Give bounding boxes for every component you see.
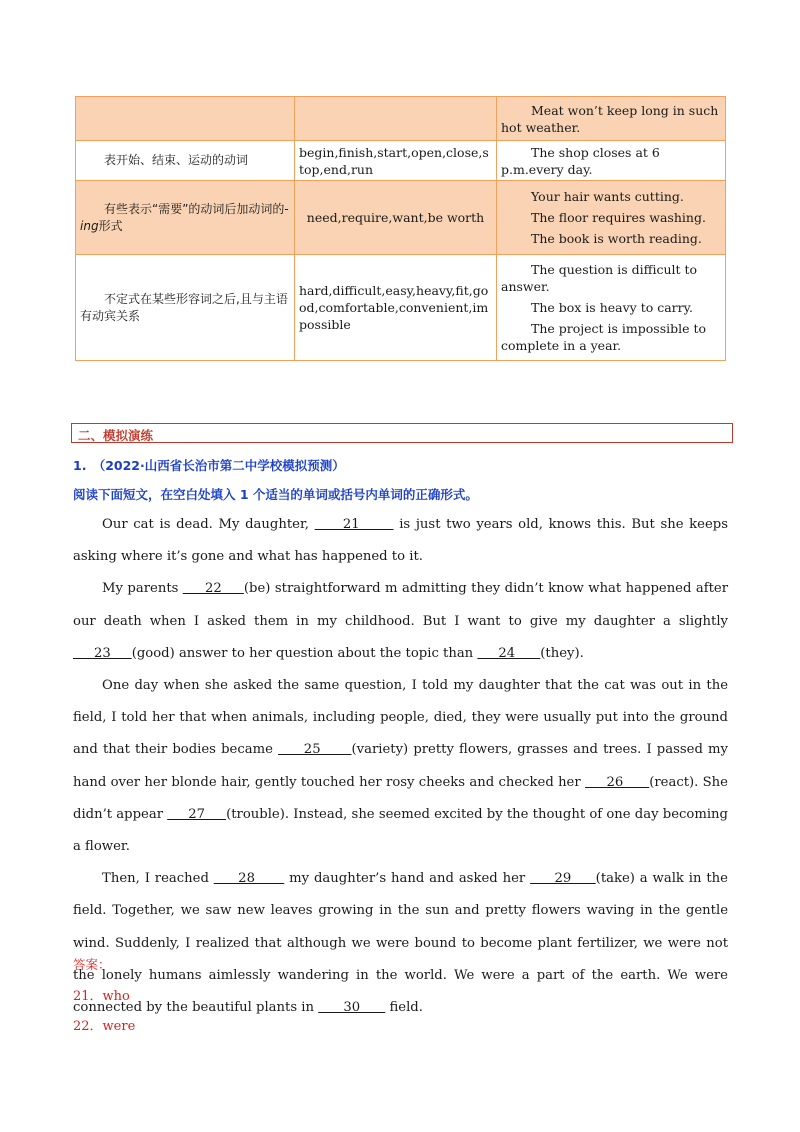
question-instruction: 阅读下面短文，在空白处填入 1 个适当的单词或括号内单词的正确形式。 [73, 487, 478, 502]
blank-24[interactable]: 24 [477, 645, 541, 661]
passage-paragraph: One day when she asked the same question, I told my daughter that the cat was out in the field, I told her that when animals, including people, died, they were usually put into the ground and that their bodies became 25 (variety) pretty flowers, grasses and trees. I passed my hand over her blonde hair, gently touched her rosy cheeks and checked her 26 (react). She didn’t appear 27 (trouble). Instead, she seemed excited by the thought of one day becoming a flower. [73, 678, 728, 855]
example-sentence: Your hair wants cutting. [531, 189, 684, 204]
table-cell-examples [497, 181, 726, 255]
table-cell-examples [497, 255, 726, 361]
blank-29[interactable]: 29 [530, 871, 596, 887]
answer-21: 21．who [73, 989, 130, 1004]
blank-28[interactable]: 28 [213, 871, 285, 887]
table-cell-examples [497, 141, 726, 181]
example-sentence: The question is difficult to answer. [501, 262, 698, 294]
example-sentence: The floor requires washing. [531, 210, 706, 225]
table-cell-description: 表开始、结束、运动的动词 [76, 141, 295, 181]
table-row [76, 97, 726, 141]
example-sentence: The book is worth reading. [531, 231, 702, 246]
blank-26[interactable]: 26 [584, 774, 650, 790]
cloze-passage [73, 509, 728, 1024]
table-cell-verbs: need,require,want,be worth [295, 181, 497, 255]
example-sentence: The box is heavy to carry. [531, 300, 693, 315]
table-cell-description: 不定式在某些形容词之后,且与主语有动宾关系 [76, 255, 295, 361]
table-cell-description: 有些表示“需要”的动词后加动词的-ing形式 [76, 181, 295, 255]
blank-25[interactable]: 25 [278, 742, 352, 758]
section-title: 二、模拟演练 [78, 428, 154, 443]
section-header [71, 423, 733, 443]
table-row [76, 255, 726, 361]
blank-30[interactable]: 30 [318, 1000, 386, 1016]
table-cell-verbs: begin,finish,start,open,close,stop,end,run [295, 141, 497, 181]
table-cell-verbs [295, 97, 497, 141]
blank-27[interactable]: 27 [167, 806, 227, 822]
table-cell-examples [497, 97, 726, 141]
example-sentence: Meat won’t keep long in such hot weather. [501, 102, 719, 135]
example-sentence: The project is impossible to complete in a year. [501, 321, 707, 353]
answer-label: 答案： [73, 957, 111, 972]
grammar-table [75, 96, 726, 361]
passage-paragraph: Our cat is dead. My daughter, 21 is just two years old, knows this. But she keeps asking where it’s gone and what has happened to it. [73, 517, 728, 565]
table-cell-verbs: hard,difficult,easy,heavy,fit,good,comfortable,convenient,impossible [295, 255, 497, 361]
table-cell-description [76, 97, 295, 141]
blank-23[interactable]: 23 [73, 645, 132, 661]
example-sentence: The shop closes at 6 p.m.every day. [501, 144, 660, 177]
passage-paragraph: Then, I reached 28 my daughter’s hand and asked her 29 (take) a walk in the field. Together, we saw new leaves growing in the sun and pretty flowers waving in the gentle wind. Suddenly, I realized that although we were bound to become plant fertilizer, we were not the lonely humans aimlessly wandering in the world. We were a part of the earth. We were connected by the beautiful plants in 30 field. [73, 871, 728, 1016]
answer-22: 22．were [73, 1019, 136, 1034]
table-row [76, 141, 726, 181]
blank-21[interactable]: 21 [314, 517, 394, 532]
question-source: 1. （2022·山西省长治市第二中学校模拟预测） [73, 458, 345, 473]
passage-paragraph: My parents 22 (be) straightforward m admitting they didn’t know what happened after our death when I asked them in my childhood. But I want to give my daughter a slightly 23 (good) answer to her question about the topic than 24 (they). [73, 581, 729, 661]
blank-22[interactable]: 22 [182, 581, 244, 597]
table-row [76, 181, 726, 255]
